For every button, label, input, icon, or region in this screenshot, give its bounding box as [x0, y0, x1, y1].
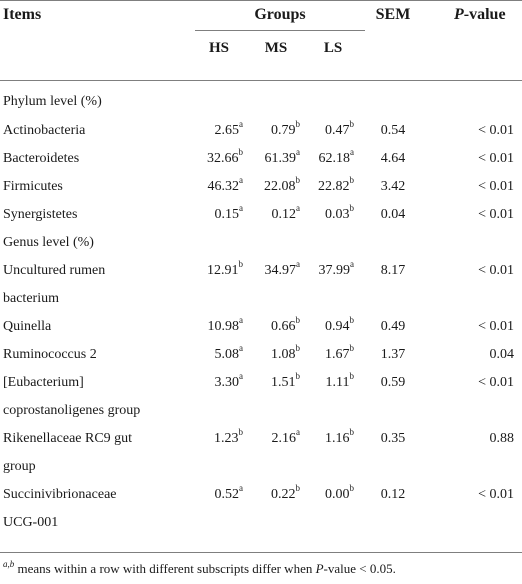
cell-sem: [370, 262, 416, 280]
cell-ms-letter: b: [295, 483, 300, 494]
header-ls: LS: [323, 40, 343, 56]
row-item-value: Bacteroidetes: [3, 151, 80, 166]
cell-ls: [312, 203, 354, 224]
cell-ms-value: 61.39: [264, 151, 296, 166]
cell-ls-letter: b: [349, 175, 354, 186]
cell-ls-value: 0.47: [325, 123, 350, 138]
row-item-line2: [3, 514, 58, 532]
cell-sem: [370, 486, 416, 504]
cell-hs-letter: b: [238, 259, 243, 270]
cell-sem-value: 0.54: [380, 123, 406, 138]
cell-sem-value: 4.64: [380, 151, 406, 166]
cell-ls-value: 22.82: [318, 179, 350, 194]
cell-ms: [252, 343, 300, 364]
cell-ms-letter: a: [296, 147, 300, 158]
row-item-value: Firmicutes: [3, 179, 63, 194]
cell-hs-value: 10.98: [207, 319, 239, 334]
cell-ls-value: 1.11: [325, 375, 350, 390]
header-bottom-rule: [0, 80, 522, 81]
cell-hs-value: 2.65: [214, 123, 239, 138]
row-item-value: Actinobacteria: [3, 123, 86, 138]
cell-sem-value: 0.12: [380, 487, 406, 502]
cell-hs-letter: a: [239, 371, 243, 382]
cell-ls-letter: b: [349, 343, 354, 354]
cell-ls-letter: b: [349, 483, 354, 494]
groups-underline: [195, 30, 365, 31]
cell-ms: [252, 203, 300, 224]
cell-ls-value: 0.00: [325, 487, 350, 502]
cell-ls-value: 62.18: [318, 151, 350, 166]
cell-hs: [195, 483, 243, 504]
cell-hs: [195, 371, 243, 392]
row-item: [3, 262, 105, 280]
cell-ls-letter: b: [349, 371, 354, 382]
cell-ms-letter: b: [295, 119, 300, 130]
row-item: [3, 150, 79, 168]
cell-pvalue-value: < 0.01: [478, 151, 514, 166]
row-item-value: [Eubacterium]: [3, 375, 84, 390]
section-genus: Genus level (%): [3, 235, 94, 250]
cell-ls: [312, 147, 354, 168]
row-item-line2-value: coprostanoligenes group: [3, 403, 141, 418]
cell-sem-value: 8.17: [380, 263, 406, 278]
cell-hs: [195, 175, 243, 196]
cell-ls-letter: b: [349, 427, 354, 438]
row-item: [3, 206, 77, 224]
cell-pvalue: [452, 346, 514, 364]
cell-ms-value: 34.97: [264, 263, 296, 278]
cell-ls: [312, 371, 354, 392]
cell-sem-value: 1.37: [380, 347, 406, 362]
cell-hs-letter: b: [238, 427, 243, 438]
footnote: [3, 560, 396, 578]
cell-ms-value: 2.16: [271, 431, 296, 446]
cell-ms-value: 0.79: [271, 123, 296, 138]
cell-ms-value: 0.22: [271, 487, 296, 502]
cell-pvalue: [452, 262, 514, 280]
cell-ls-value: 37.99: [318, 263, 350, 278]
cell-ls-value: 1.16: [325, 431, 350, 446]
header-ms: MS: [264, 40, 288, 56]
cell-ms-value: 0.66: [271, 319, 296, 334]
cell-sem-value: 0.04: [380, 207, 406, 222]
header-pvalue: [454, 5, 506, 25]
cell-hs: [195, 119, 243, 140]
row-item-value: Uncultured rumen: [3, 263, 106, 278]
row-item-line2: [3, 402, 140, 420]
cell-hs-value: 32.66: [207, 151, 239, 166]
header-sem: SEM: [375, 6, 411, 23]
cell-pvalue: [452, 486, 514, 504]
cell-hs-letter: a: [239, 343, 243, 354]
cell-ls-value: 0.94: [325, 319, 350, 334]
footnote-sup: a,b: [3, 558, 15, 569]
footnote-text-after: -value < 0.05.: [323, 561, 396, 576]
cell-ms-letter: b: [295, 315, 300, 326]
section-phylum: Phylum level (%): [3, 94, 102, 109]
header-items: Items: [3, 6, 42, 23]
cell-hs-value: 0.52: [214, 487, 239, 502]
cell-hs-value: 1.23: [214, 431, 239, 446]
row-item-line2-value: bacterium: [3, 291, 59, 306]
cell-hs-letter: b: [238, 147, 243, 158]
header-groups: Groups: [254, 6, 306, 23]
cell-ms-letter: b: [295, 175, 300, 186]
cell-sem: [370, 430, 416, 448]
cell-ms: [252, 175, 300, 196]
cell-ls-letter: a: [350, 147, 354, 158]
cell-hs-value: 46.32: [207, 179, 239, 194]
header-pvalue-p: P: [454, 6, 464, 23]
row-item: [3, 374, 84, 392]
cell-ms-value: 0.12: [271, 207, 296, 222]
cell-ms-value: 22.08: [264, 179, 296, 194]
cell-ls-value: 1.67: [325, 347, 350, 362]
row-item-line2-value: group: [3, 459, 36, 474]
cell-hs: [195, 203, 243, 224]
cell-hs-letter: a: [239, 175, 243, 186]
cell-ls: [312, 483, 354, 504]
cell-ms-value: 1.08: [271, 347, 296, 362]
cell-ms-value: 1.51: [271, 375, 296, 390]
cell-ls-value: 0.03: [325, 207, 350, 222]
row-item-value: Succinivibrionaceae: [3, 487, 117, 502]
cell-sem: [370, 150, 416, 168]
row-item-line2: [3, 290, 59, 308]
cell-pvalue-value: < 0.01: [478, 123, 514, 138]
table-bottom-rule: [0, 552, 522, 553]
cell-pvalue: [452, 374, 514, 392]
cell-pvalue-value: < 0.01: [478, 179, 514, 194]
cell-ms: [252, 427, 300, 448]
cell-sem: [370, 346, 416, 364]
row-item: [3, 486, 117, 504]
cell-pvalue-value: < 0.01: [478, 375, 514, 390]
cell-hs-value: 5.08: [214, 347, 239, 362]
cell-pvalue: [452, 318, 514, 336]
cell-ms-letter: a: [296, 203, 300, 214]
cell-hs-letter: a: [239, 315, 243, 326]
cell-ms: [252, 371, 300, 392]
row-item: [3, 346, 97, 364]
cell-pvalue: [452, 122, 514, 140]
cell-ls: [312, 175, 354, 196]
cell-ms-letter: b: [295, 343, 300, 354]
cell-hs-value: 12.91: [207, 263, 239, 278]
cell-ls-letter: b: [349, 119, 354, 130]
cell-hs: [195, 259, 243, 280]
cell-sem-value: 3.42: [380, 179, 406, 194]
cell-ls-letter: b: [349, 203, 354, 214]
cell-ls: [312, 259, 354, 280]
cell-pvalue-value: < 0.01: [478, 319, 514, 334]
cell-pvalue: [452, 150, 514, 168]
cell-ms: [252, 147, 300, 168]
row-item-value: Ruminococcus 2: [3, 347, 97, 362]
cell-ms-letter: b: [295, 371, 300, 382]
cell-hs: [195, 343, 243, 364]
row-item: [3, 122, 85, 140]
cell-pvalue: [452, 178, 514, 196]
header-pvalue-rest: -value: [463, 6, 506, 23]
cell-ls: [312, 343, 354, 364]
cell-pvalue-value: 0.04: [489, 347, 514, 362]
cell-sem: [370, 206, 416, 224]
cell-pvalue-value: < 0.01: [478, 207, 514, 222]
cell-hs-value: 3.30: [214, 375, 239, 390]
row-item-value: Synergistetes: [3, 207, 78, 222]
footnote-text-before: means within a row with different subscripts differ when: [14, 561, 316, 576]
cell-sem-value: 0.59: [380, 375, 406, 390]
cell-hs: [195, 427, 243, 448]
row-item-line2: [3, 458, 36, 476]
cell-hs-letter: a: [239, 483, 243, 494]
row-item: [3, 430, 132, 448]
row-item: [3, 178, 63, 196]
cell-sem: [370, 122, 416, 140]
cell-sem: [370, 178, 416, 196]
cell-ls: [312, 427, 354, 448]
row-item-value: Quinella: [3, 319, 52, 334]
cell-sem: [370, 374, 416, 392]
row-item-value: Rikenellaceae RC9 gut: [3, 431, 133, 446]
cell-hs-letter: a: [239, 119, 243, 130]
cell-ms: [252, 119, 300, 140]
cell-ls: [312, 315, 354, 336]
row-item: [3, 318, 51, 336]
cell-ms-letter: a: [296, 427, 300, 438]
cell-sem: [370, 318, 416, 336]
cell-sem-value: 0.49: [380, 319, 406, 334]
cell-ls: [312, 119, 354, 140]
cell-ms: [252, 315, 300, 336]
cell-ms-letter: a: [296, 259, 300, 270]
cell-hs: [195, 147, 243, 168]
cell-ls-letter: a: [350, 259, 354, 270]
cell-sem-value: 0.35: [380, 431, 406, 446]
cell-hs: [195, 315, 243, 336]
row-item-line2-value: UCG-001: [3, 515, 59, 530]
cell-pvalue: [452, 206, 514, 224]
cell-hs-letter: a: [239, 203, 243, 214]
header-hs: HS: [208, 40, 229, 56]
cell-ms: [252, 259, 300, 280]
cell-hs-value: 0.15: [214, 207, 239, 222]
cell-pvalue-value: < 0.01: [478, 487, 514, 502]
cell-pvalue-value: 0.88: [489, 431, 514, 446]
cell-ms: [252, 483, 300, 504]
cell-pvalue: [452, 430, 514, 448]
cell-pvalue-value: < 0.01: [478, 263, 514, 278]
cell-ls-letter: b: [349, 315, 354, 326]
footnote-p: P: [315, 561, 324, 576]
top-rule: [0, 0, 522, 1]
